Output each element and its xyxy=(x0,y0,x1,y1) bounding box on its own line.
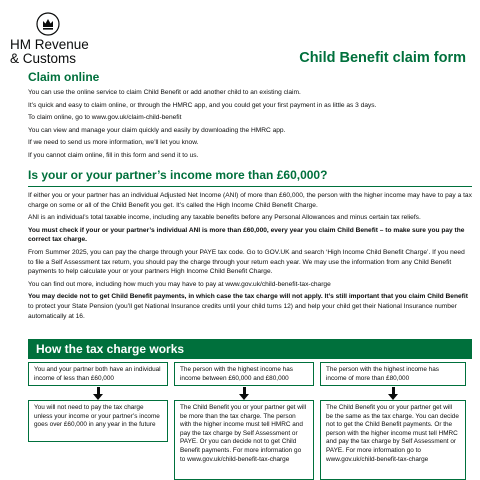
claim-online-paragraph: If we need to send us more information, we’ll let you know. xyxy=(28,139,199,147)
income-paragraph-1: If either you or your partner has an individual Adjusted Net Income (ANI) of more than £60,000, the person with the higher income may have to pay a tax charge on some or all of the Child Benefit you get. It’s called the High Income Child Benefit Charge. xyxy=(28,192,472,209)
page-header xyxy=(10,8,470,68)
claim-online-paragraph: You can use the online service to claim Child Benefit or add another child to an existing claim. xyxy=(28,89,301,96)
income-band-box-over-80k: The person with the highest income has income of more than £80,000 xyxy=(320,362,466,386)
income-band-box-60k-80k: The person with the highest income has income between £60,000 and £80,000 xyxy=(174,362,314,386)
brand-line-2: & Customs xyxy=(10,51,77,66)
claim-online-paragraph: It’s quick and easy to claim online, or through the HMRC app, and you could get your first payment in as little as 3 days. xyxy=(28,101,377,109)
income-band-box-under-60k: You and your partner both have an individual income of less than £60,000 xyxy=(28,362,168,386)
claim-online-section xyxy=(28,70,472,164)
income-paragraph-3: You must check if your or your partner’s individual ANI is more than £60,000, every year you claim Child Benefit – to make sure you pay the correct tax charge. xyxy=(28,226,465,244)
outcome-box-under-60k: You will not need to pay the tax charge unless your income or your partner’s income goes over £60,000 in any year in the future xyxy=(28,400,168,442)
income-paragraph-6-rest: to protect your State Pension (you’ll get National Insurance credits until your child turns 12) and help your child get their National Insurance number automatically at 16. xyxy=(28,302,457,320)
form-title: Child Benefit claim form xyxy=(299,50,466,66)
brand-line-1: HM Revenue xyxy=(10,37,89,52)
tax-charge-banner: How the tax charge works xyxy=(28,339,472,359)
income-paragraph-6 xyxy=(28,292,472,321)
outcome-box-60k-80k: The Child Benefit you or your partner get will be more than the tax charge. The person with the higher income must tell HMRC and pay the tax charge by Self Assessment or PAYE. Or you can decide not to get Child Benefit payments. For more information go to www.gov.uk/child-benefit-tax-charge xyxy=(174,400,314,480)
claim-online-paragraph: To claim online, go to www.gov.uk/claim-child-benefit xyxy=(28,114,182,122)
income-heading: Is your or your partner’s income more than £60,000? xyxy=(28,168,328,182)
section-divider xyxy=(28,186,472,187)
claim-online-heading: Claim online xyxy=(28,70,100,84)
outcome-box-over-80k: The Child Benefit you or your partner get will be the same as the tax charge. You can decide not to get the Child Benefit payments. Or the person with the higher income must tell HMRC and pay the tax charge by Self Assessment or PAYE. For more information go to www.gov.uk/child-benefit-tax-charge xyxy=(320,400,466,480)
income-paragraph-2: ANI is an individual’s total taxable income, including any taxable benefits before any Personal Allowances and minus certain tax reliefs. xyxy=(28,214,421,222)
income-section xyxy=(28,168,472,324)
claim-online-paragraph: You can view and manage your claim quickly and easily by downloading the HMRC app. xyxy=(28,126,286,134)
income-paragraph-5: You can find out more, including how much you may have to pay at www.gov.uk/child-benefit-tax-charge xyxy=(28,280,331,288)
claim-online-paragraph: If you cannot claim online, fill in this form and send it to us. xyxy=(28,151,199,159)
income-paragraph-6-bold: You may decide not to get Child Benefit payments, in which case the tax charge will not apply. It’s still important that you claim Child Benefit xyxy=(28,293,468,301)
hmrc-brand xyxy=(10,38,89,66)
income-paragraph-4: From Summer 2025, you can pay the charge through your PAYE tax code. Go to GOV.UK and search ‘High Income Child Benefit Charge’. If you need to file a Self Assessment tax return, you should pay the charge through your return each year. We may use the information from any Child Benefit payments to help calculate your or your partners High Income Child Benefit Charge. xyxy=(28,248,465,276)
royal-crest-icon xyxy=(36,12,60,36)
